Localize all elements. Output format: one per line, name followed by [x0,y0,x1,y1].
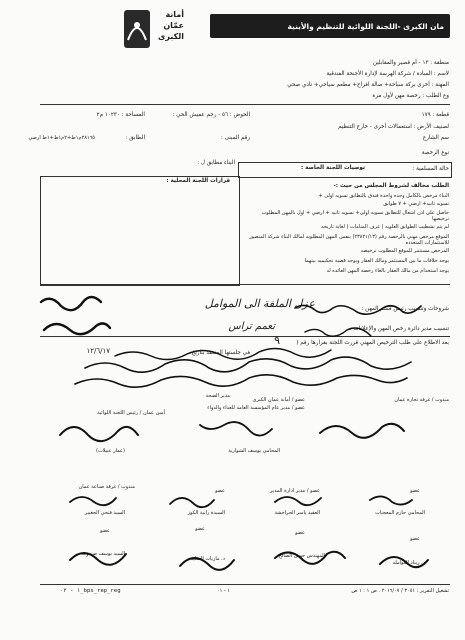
footer-page: ١ - ٠١ [216,588,230,594]
sig-r3-member1: عضو [410,488,420,494]
conditions-title: الطلب مخالف لشروط المجلس من حيث :- [333,183,449,189]
advisor-label: تنسيب مدير دائرة رخص المهن والإعلانات : [349,326,449,332]
field-license-type: نوع الرخصة [421,150,449,156]
sig-r3-name3: السيدة رانية الكوز [187,510,225,516]
sig-r4-name3: د. ماريات السليه [190,556,225,562]
signature-scribble-left [36,292,116,342]
sig-r1b-health: مدير الصحة [205,393,230,399]
sig-r1-mayor: أمين عمان / رئيس اللجنة اللوائية [97,410,165,416]
field-building-no: رقم المبنى : [220,135,250,141]
sig-r4-member3: عضو [195,526,205,532]
signature-row1-ink [50,415,430,455]
field-region: منطقة : ١٣ - أم قصير والمقابلين [372,60,449,66]
condition-2: تسويه ثانيه+ ارضي + ٧ طوابق [383,201,449,207]
handwriting-top: عزل الملفة الى الموامل [204,297,315,310]
field-profession: المهنة : أخرى بركة سباحة+ صالة افراح+ مطعم سياحي+ نادي صحي [287,82,449,88]
sig-r4-name1: د. ريناد العوامله [392,560,425,566]
sig-r1-amman: عضو / أمانة عمان الكبرى [252,397,305,403]
sig-r3-member2: عضو [215,488,225,494]
field-status: حالة المسلمية : [412,166,449,172]
decision-date: ١٢/٦/١٧ [86,347,110,355]
sig-r3-name4: السيد فتحي الجغبير [84,510,125,516]
sig-r3-director: عضو / مدير ادارة المدير [269,488,320,494]
field-request-type: وع الطلب : رخصة مهن لأول مرة [372,93,449,99]
sig-r2-lawyer: المحامي يوسف الشواربة [228,448,280,454]
amman-logo [124,10,184,54]
signature-row3-ink [60,490,440,512]
sig-r4-member4: عضو [100,528,110,534]
decision-intro: بعد الاطلاع على طلب الترخيص المهني قررت اللجنة بقرارها رقم ( [296,340,449,346]
sig-r3-industry: مندوب / غرفة صناعة عمان [78,484,135,490]
local-committee-box [40,176,240,286]
field-floor: الطابق : [125,135,145,141]
logo-line1: أمانة [165,10,184,19]
sig-r1b-food: عضو / مدير عام المؤسسة العامة للغذاء والدواء [207,405,305,411]
field-building-match: البناء مطابق ل : [197,160,235,166]
sig-r4-name4: السيد يوسف صندوقه [81,551,125,557]
banner-title: مان الكبرى -اللجنة اللوائية للتنظيم والأبنية [287,22,444,31]
handwriting-mid: تعمم تراس [228,321,275,332]
decision-number: ٩ [274,334,280,347]
sig-r2-obeidat: (عمار عبيلات) [96,448,125,454]
field-area: المساحة : ١٠٢٣٠ م٢ [96,112,145,118]
explanation-label: شروحات وتنسيب رئيس قسم المهن : [361,306,449,312]
special-committee-label: توصيات اللجنة الخاصة : [300,165,365,171]
sig-r4-member1: عضو [410,536,420,542]
condition-3: حاصل على اذن اشغال للتطابق تسويه اولى+ تسويه ثانيه + ارضي + اول بالمهن المطلوب ترخيصها [261,210,449,222]
sig-r4-member2: عضو [295,530,305,536]
condition-5: الموقع مرخص مهني بالرخصة رقم (٢٣٨٢١/١٣) بنفس المهن المطلوبه لمالك البناء شركة المنصور للاستثمارات المتعدده [249,234,449,246]
header-banner [210,14,450,38]
field-plot: قطعة : ١٧٩ [421,112,449,118]
sig-r4-name2: المهندس حسن الصالح [278,553,325,559]
condition-6: المرخص مستثمر للموقع المطلوب ترخيصه [360,248,449,254]
condition-8: يوجد استخدام من مالك العقار بالغاء رخصة المهن العائده له [326,268,449,274]
field-name: لاسم : السادة / شركة الهرسة لإدارة الأجنحة الفندقية [326,71,449,77]
logo-line3: الكبرى [158,32,184,41]
signature-row4-ink [60,540,450,580]
footer-report-id: ١ - ٠٢_bps_rep_reg [60,588,121,594]
sig-r3-name2: العقيد ياسر الحراحشة [274,510,320,516]
sig-r1-chamber: مندوب / غرفة تجارة عمان [394,397,449,403]
condition-1: البناء مرخص بالكامل وحده واحدة فندق بالتطابق تسويه اولى + [318,193,449,199]
session-label: في جلستها المنعقد بتاريخ [191,350,250,356]
local-committee-label: قرارات اللجنة المحلية : [166,178,230,184]
field-usage: لصنيف الأرض : استعمالات أخرى - خارج التنظيم [338,124,449,130]
condition-7: يوجد خلافات ما بين المستثمر ومالك العقار ويوجد قضية تحكيميه بينهما [304,258,449,264]
logo-line2: عمّان [163,21,184,30]
condition-4: لم يتم تشطيب الطوابق العلويه ( غرف المنامات ) لغاية تاريخه [321,224,449,230]
field-basin: الحوض : ٥٦ - رجم عميش الحي : [172,112,250,118]
field-floor-area: ٢٨١٦٥م١ط+٢م١ط+١ط ارضي [28,135,95,141]
field-street: سم الشارع [422,135,449,141]
sig-r3-name1: المحامي حازم المعجنات [375,510,425,516]
footer-report-time: تشغيل التقرير : ٣٠٥١ / ٢٠١٦/٠٧ . ص ١ : ١ ص [351,588,449,594]
